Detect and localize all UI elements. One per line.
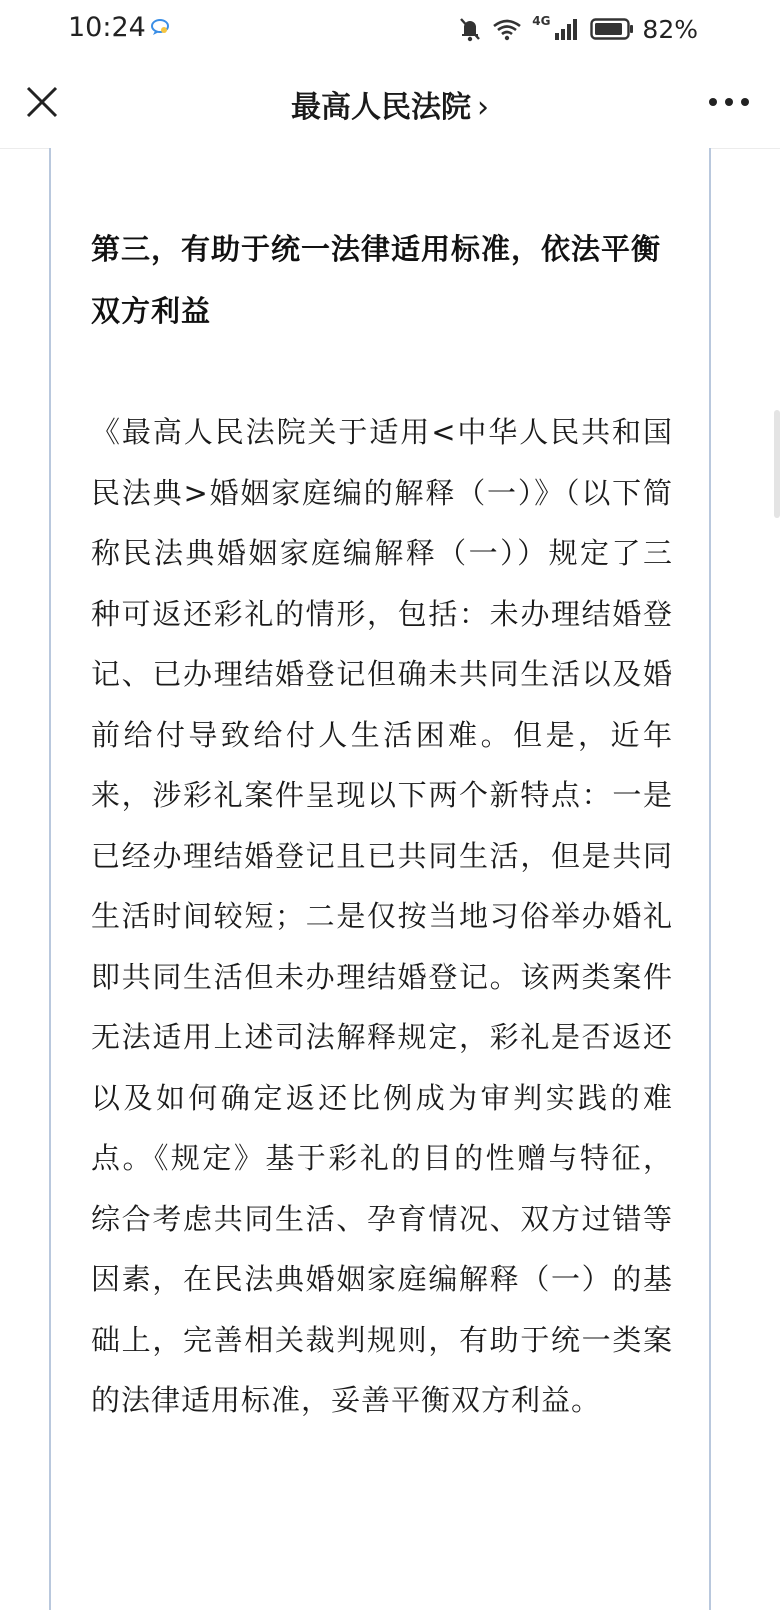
article-paragraph: 《最高人民法院关于适用<中华人民共和国民法典>婚姻家庭编的解释（一）》（以下简称民法典婚姻家庭编解释（一））规定了三种可返还彩礼的情形，包括：未办理结婚登记、已办理结婚登记但确未共同生活以及婚前给付导致给付人生活困难。但是，近年来，涉彩礼案件呈现以下两个新特点：一是已经办理结婚登记且已共同生活，但是共同生活时间较短；二是仅按当地习俗举办婚礼即共同生活但未办理结婚登记。该两类案件无法适用上述司法解释规定，彩礼是否返还以及如何确定返还比例成为审判实践的难点。《规定》基于彩礼的目的性赠与特征，综合考虑共同生活、孕育情况、双方过错等因素，在民法典婚姻家庭编解释（一）的基础上，完善相关裁判规则，有助于统一类案的法律适用标准，妥善平衡双方利益。	[91, 415, 673, 1417]
wifi-icon	[492, 17, 522, 41]
battery-level: 82%	[642, 14, 698, 44]
status-bar	[0, 0, 780, 56]
status-time: 10:24	[68, 12, 146, 43]
mute-bell-icon	[458, 16, 482, 42]
scrollbar-thumb[interactable]	[774, 410, 780, 518]
section-heading: 第三，有助于统一法律适用标准，依法平衡双方利益	[91, 232, 662, 328]
network-type: 4G	[532, 14, 551, 28]
signal-icon	[554, 17, 580, 41]
article-content	[49, 148, 711, 1610]
more-icon[interactable]	[708, 92, 750, 112]
account-title-link[interactable]	[0, 82, 780, 126]
status-icons	[448, 12, 698, 46]
page-title: 最高人民法院	[291, 90, 471, 125]
battery-icon	[590, 17, 634, 41]
chat-bubble-icon	[150, 18, 170, 36]
nav-bar	[0, 56, 780, 149]
chevron-right-icon: ›	[477, 90, 489, 125]
